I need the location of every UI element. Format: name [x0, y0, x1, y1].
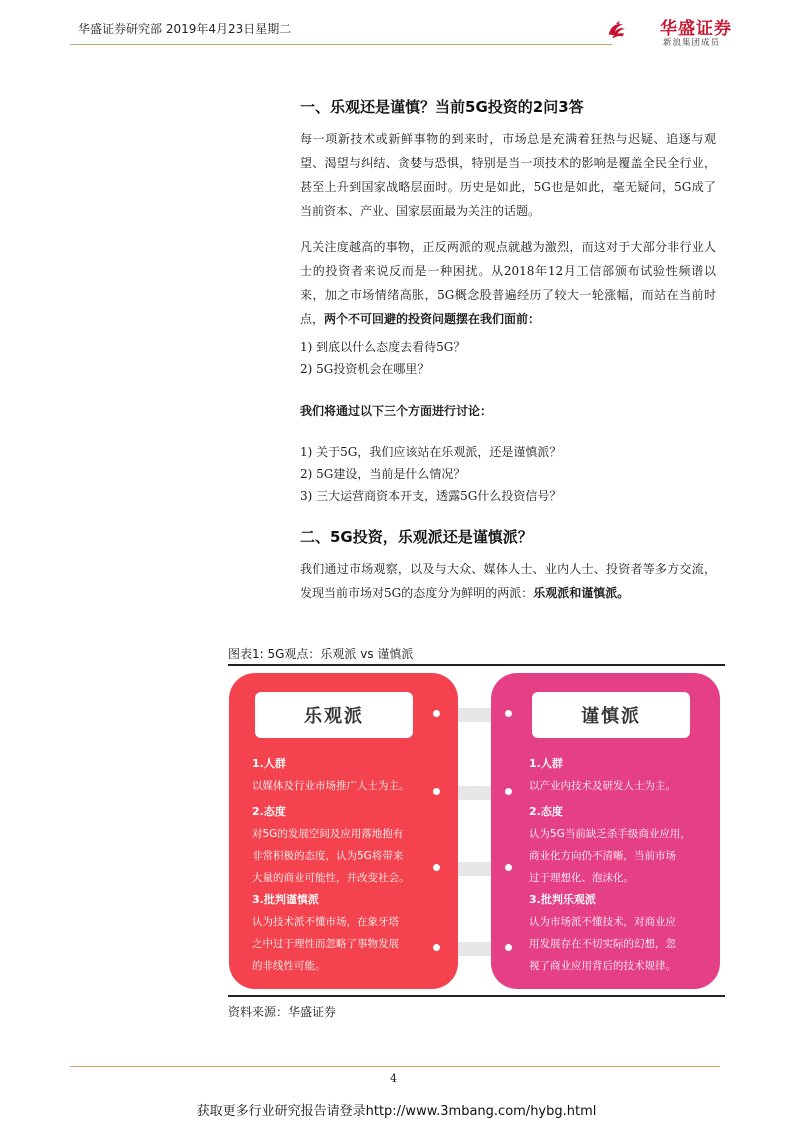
figure-source: 资料来源：华盛证券 — [228, 1005, 337, 1019]
connector-dot-icon — [430, 707, 443, 720]
figure-title: 图表1: 5G观点：乐观派 vs 谨慎派 — [228, 647, 414, 661]
question-item-1: 1) 到底以什么态度去看待5G？ — [300, 340, 466, 354]
optimist-body — [252, 753, 442, 977]
optimist-panel — [229, 673, 458, 989]
logo-name: 华盛证券 — [660, 19, 732, 39]
cautious-heading-1: 1.人群 — [529, 757, 563, 770]
header-date-text: 华盛证券研究部 2019年4月23日星期二 — [78, 22, 292, 36]
connector-dot-icon — [430, 785, 443, 798]
footer-link-text: 获取更多行业研究报告请登录http://www.3mbang.com/hybg.html — [196, 1104, 597, 1119]
topic-item-1: 1) 关于5G，我们应该站在乐观派，还是谨慎派？ — [300, 445, 562, 459]
connector-dot-icon — [502, 861, 515, 874]
cautious-text-2c: 过于理想化、泡沫化。 — [529, 872, 634, 884]
cautious-text-3c: 视了商业应用背后的技术规律。 — [529, 960, 676, 972]
paragraph-2-bold: 两个不可回避的投资问题摆在我们面前： — [324, 312, 541, 326]
section-2-bold: 乐观派和谨慎派。 — [533, 586, 630, 600]
figure-top-rule — [228, 664, 725, 666]
cautious-heading-2: 2.态度 — [529, 805, 563, 818]
page-number: 4 — [390, 1072, 397, 1085]
optimist-text-3c: 的非线性可能。 — [252, 960, 326, 972]
connector-dot-icon — [502, 707, 515, 720]
section-2-paragraph — [300, 557, 716, 605]
paragraph-2-text: 凡关注度越高的事物，正反两派的观点就越为激烈，而这对于大部分非行业人士的投资者来说反而是一种困扰。从2018年12月工信部颁布试验性频谱以来，加之市场情绪高胀，5G概念股普遍经历了较大一轮涨幅，而站在当前时点， — [300, 240, 716, 326]
cautious-panel — [491, 673, 720, 989]
section-2-title: 二、5G投资，乐观派还是谨慎派？ — [300, 528, 533, 546]
optimist-text-1: 以媒体及行业市场推广人士为主。 — [252, 780, 410, 792]
connector-dot-icon — [502, 785, 515, 798]
cautious-body — [529, 753, 719, 977]
header-divider — [70, 44, 612, 45]
topic-item-3: 3) 三大运营商资本开支，透露5G什么投资信号？ — [300, 489, 562, 503]
optimist-tag: 乐观派 — [255, 692, 413, 738]
section-1-paragraph-2 — [300, 235, 716, 331]
cautious-heading-3: 3.批判乐观派 — [529, 893, 596, 906]
optimist-text-2b: 非常积极的态度，认为5G将带来 — [252, 850, 404, 862]
connector-dot-icon — [430, 941, 443, 954]
optimist-text-3a: 认为技术派不懂市场，在象牙塔 — [252, 916, 399, 928]
optimist-heading-2: 2.态度 — [252, 805, 286, 818]
optimist-text-3b: 之中过于理性而忽略了事物发展 — [252, 938, 399, 950]
cautious-text-2b: 商业化方向仍不清晰，当前市场 — [529, 850, 676, 862]
connector-dot-icon — [502, 941, 515, 954]
question-item-2: 2) 5G投资机会在哪里？ — [300, 362, 430, 376]
section-2-text: 我们通过市场观察，以及与大众、媒体人士、业内人士、投资者等多方交流，发现当前市场对5G的态度分为鲜明的两派： — [300, 562, 716, 600]
cautious-tag: 谨慎派 — [532, 692, 690, 738]
cautious-text-2a: 认为5G当前缺乏杀手级商业应用， — [529, 828, 691, 840]
footer-divider — [70, 1066, 720, 1067]
topic-item-2: 2) 5G建设，当前是什么情况？ — [300, 467, 466, 481]
optimist-text-2c: 大量的商业可能性，并改变社会。 — [252, 872, 410, 884]
optimist-heading-3: 3.批判谨慎派 — [252, 893, 319, 906]
huasheng-logo-icon — [606, 8, 656, 52]
optimist-heading-1: 1.人群 — [252, 757, 286, 770]
logo-subtitle: 新浪集团成员 — [663, 38, 721, 48]
section-1-title: 一、乐观还是谨慎？当前5G投资的2问3答 — [300, 98, 584, 116]
cautious-text-3a: 认为市场派不懂技术，对商业应 — [529, 916, 676, 928]
section-1-paragraph-1: 每一项新技术或新鲜事物的到来时，市场总是充满着狂热与迟疑、追逐与观望、渴望与纠结、贪婪与恐惧，特别是当一项技术的影响是覆盖全民全行业，甚至上升到国家战略层面时。历史是如此，5G也是如此，毫无疑问，5G成了当前资本、产业、国家层面最为关注的话题。 — [300, 132, 716, 218]
cautious-text-3b: 用发展存在不切实际的幻想，忽 — [529, 938, 676, 950]
discuss-heading: 我们将通过以下三个方面进行讨论： — [300, 404, 493, 418]
connector-dot-icon — [430, 861, 443, 874]
cautious-text-1: 以产业内技术及研发人士为主。 — [529, 780, 676, 792]
figure-bottom-rule — [228, 995, 725, 997]
optimist-text-2a: 对5G的发展空间及应用落地抱有 — [252, 828, 404, 840]
